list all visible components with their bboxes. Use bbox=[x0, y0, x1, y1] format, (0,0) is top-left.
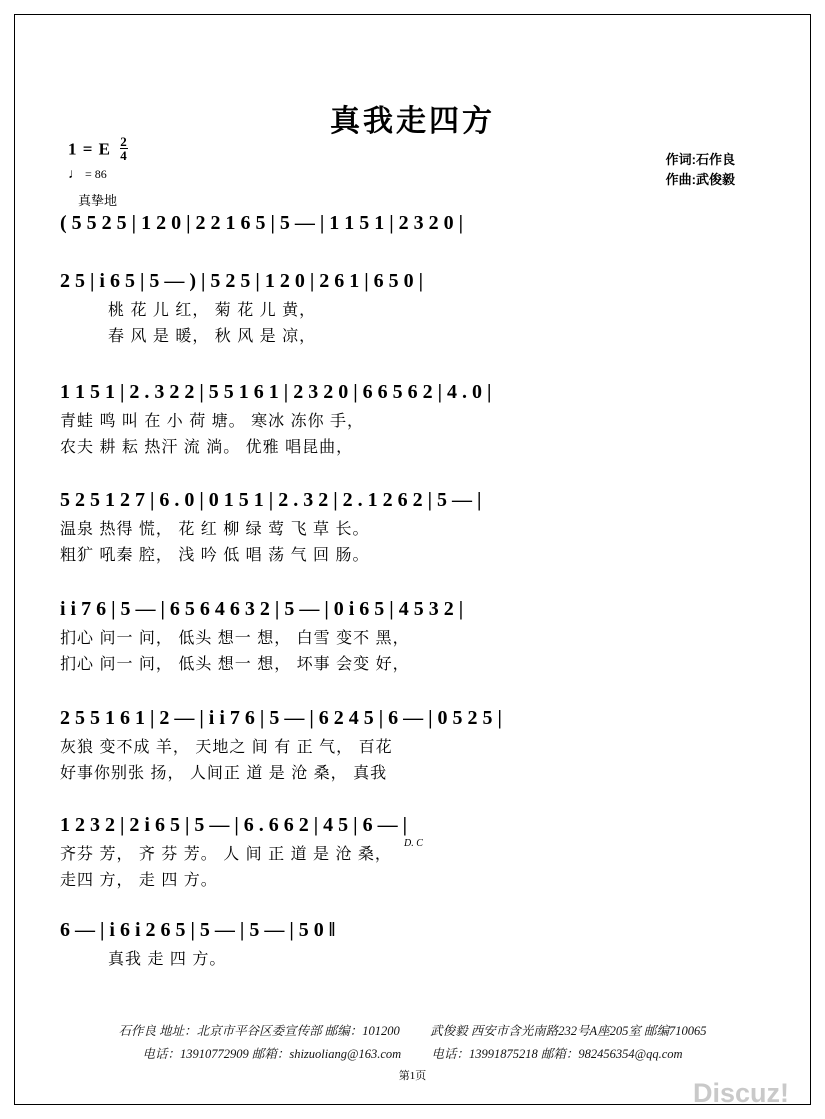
notation-row: 2 5 5 1 6 1 | 2 — | i i 7 6 | 5 — | 6 2 4 5 | 6 — | 0 5 2 5 | bbox=[60, 707, 502, 729]
notation-row: ( 5 5 2 5 | 1 2 0 | 2 2 1 6 5 | 5 — | 1 1 5 1 | 2 3 2 0 | bbox=[60, 212, 464, 234]
dc-repeat-mark: D. C bbox=[404, 838, 423, 849]
composer-credit: 作曲:武俊毅 bbox=[665, 172, 735, 188]
lyrics-verse-2: 粗犷 吼秦 腔， 浅 吟 低 唱 荡 气 回 肠。 bbox=[60, 547, 370, 564]
key-signature-line bbox=[68, 134, 128, 164]
watermark: Discuz! bbox=[692, 1078, 789, 1108]
notation-row: 1 2 3 2 | 2 i 6 5 | 5 — | 6 . 6 6 2 | 4 5 | 6 — | bbox=[60, 814, 407, 836]
lyrics-verse-1: 扪心 问一 问， 低头 想一 想， 白雪 变不 黑， bbox=[60, 630, 410, 647]
composer-address: 武俊毅 西安市含光南路232号A座205室 邮编710065 bbox=[430, 1023, 707, 1038]
lyrics-verse-1: 桃 花 儿 红， 菊 花 儿 黄， bbox=[108, 302, 317, 319]
notation-row: i i 7 6 | 5 — | 6 5 6 4 6 3 2 | 5 — | 0 i 6 5 | 4 5 3 2 | bbox=[60, 598, 464, 620]
lyricist-address: 石作良 地址：北京市平谷区委宣传部 邮编：101200 bbox=[118, 1023, 400, 1038]
music-system-7 bbox=[60, 808, 772, 894]
lyricist-contact: 电话：13910772909 邮箱：shizuoliang@163.com bbox=[142, 1047, 402, 1062]
key-signature: 1 = E bbox=[68, 139, 112, 159]
time-signature-denominator: 4 bbox=[120, 148, 128, 163]
music-system-2 bbox=[60, 264, 772, 350]
credits-block bbox=[666, 150, 735, 190]
footer-row-2 bbox=[0, 1043, 825, 1067]
tempo-value: = 86 bbox=[85, 167, 107, 181]
lyrics-verse-1: 青蛙 鸣 叫 在 小 荷 塘。 寒冰 冻你 手， bbox=[60, 413, 365, 430]
composer-contact: 电话：13991875218 邮箱：982456354@qq.com bbox=[431, 1047, 683, 1062]
notation-row: 1 1 5 1 | 2 . 3 2 2 | 5 5 1 6 1 | 2 3 2 0 | 6 6 5 6 2 | 4 . 0 | bbox=[60, 381, 492, 403]
music-system-3 bbox=[60, 375, 772, 461]
expression-marking: 真挚地 bbox=[78, 193, 118, 208]
tempo-marking bbox=[68, 167, 128, 183]
lyrics-verse-2: 好事你别张 扬， 人间正 道 是 沧 桑， 真我 bbox=[60, 765, 388, 782]
page-title: 真我走四方 bbox=[330, 105, 495, 138]
notation-row: 6 — | i 6 i 2 6 5 | 5 — | 5 — | 5 0 ‖ bbox=[60, 919, 336, 941]
music-system-1 bbox=[60, 206, 772, 240]
notation-row: 2 5 | i 6 5 | 5 — ) | 5 2 5 | 1 2 0 | 2 6 1 | 6 5 0 | bbox=[60, 270, 424, 292]
lyrics-verse-2: 农夫 耕 耘 热汗 流 淌。 优雅 唱昆曲， bbox=[60, 439, 354, 456]
time-signature bbox=[120, 135, 128, 162]
lyrics-verse-1: 温泉 热得 慌， 花 红 柳 绿 莺 飞 草 长。 bbox=[60, 521, 370, 538]
lyricist-credit: 作词:石作良 bbox=[665, 152, 735, 167]
page-number: 第1页 bbox=[398, 1070, 427, 1082]
quarter-note-icon: ♩ bbox=[68, 167, 82, 182]
music-system-4 bbox=[60, 483, 772, 569]
footer-row-1 bbox=[0, 1020, 825, 1044]
time-signature-numerator: 2 bbox=[120, 134, 128, 149]
lyrics-verse-1: 灰狼 变不成 羊， 天地之 间 有 正 气， 百花 bbox=[60, 739, 393, 756]
key-tempo-block bbox=[68, 134, 128, 183]
lyrics-verse-1: 齐芬 芳， 齐 芬 芳。 人 间 正 道 是 沧 桑， bbox=[60, 846, 392, 863]
contact-footer bbox=[0, 1020, 825, 1068]
lyrics-verse-2: 走四 方， 走 四 方。 bbox=[60, 872, 218, 889]
lyrics-verse-2: 扪心 问一 问， 低头 想一 想， 坏事 会变 好， bbox=[60, 656, 410, 673]
music-system-5 bbox=[60, 592, 772, 678]
lyrics-verse-2: 春 风 是 暖， 秋 风 是 凉， bbox=[108, 328, 317, 345]
lyrics-verse-1: 真我 走 四 方。 bbox=[108, 951, 227, 968]
music-system-8 bbox=[60, 913, 772, 973]
music-system-6 bbox=[60, 701, 772, 787]
notation-row: 5 2 5 1 2 7 | 6 . 0 | 0 1 5 1 | 2 . 3 2 | 2 . 1 2 6 2 | 5 — | bbox=[60, 489, 482, 511]
